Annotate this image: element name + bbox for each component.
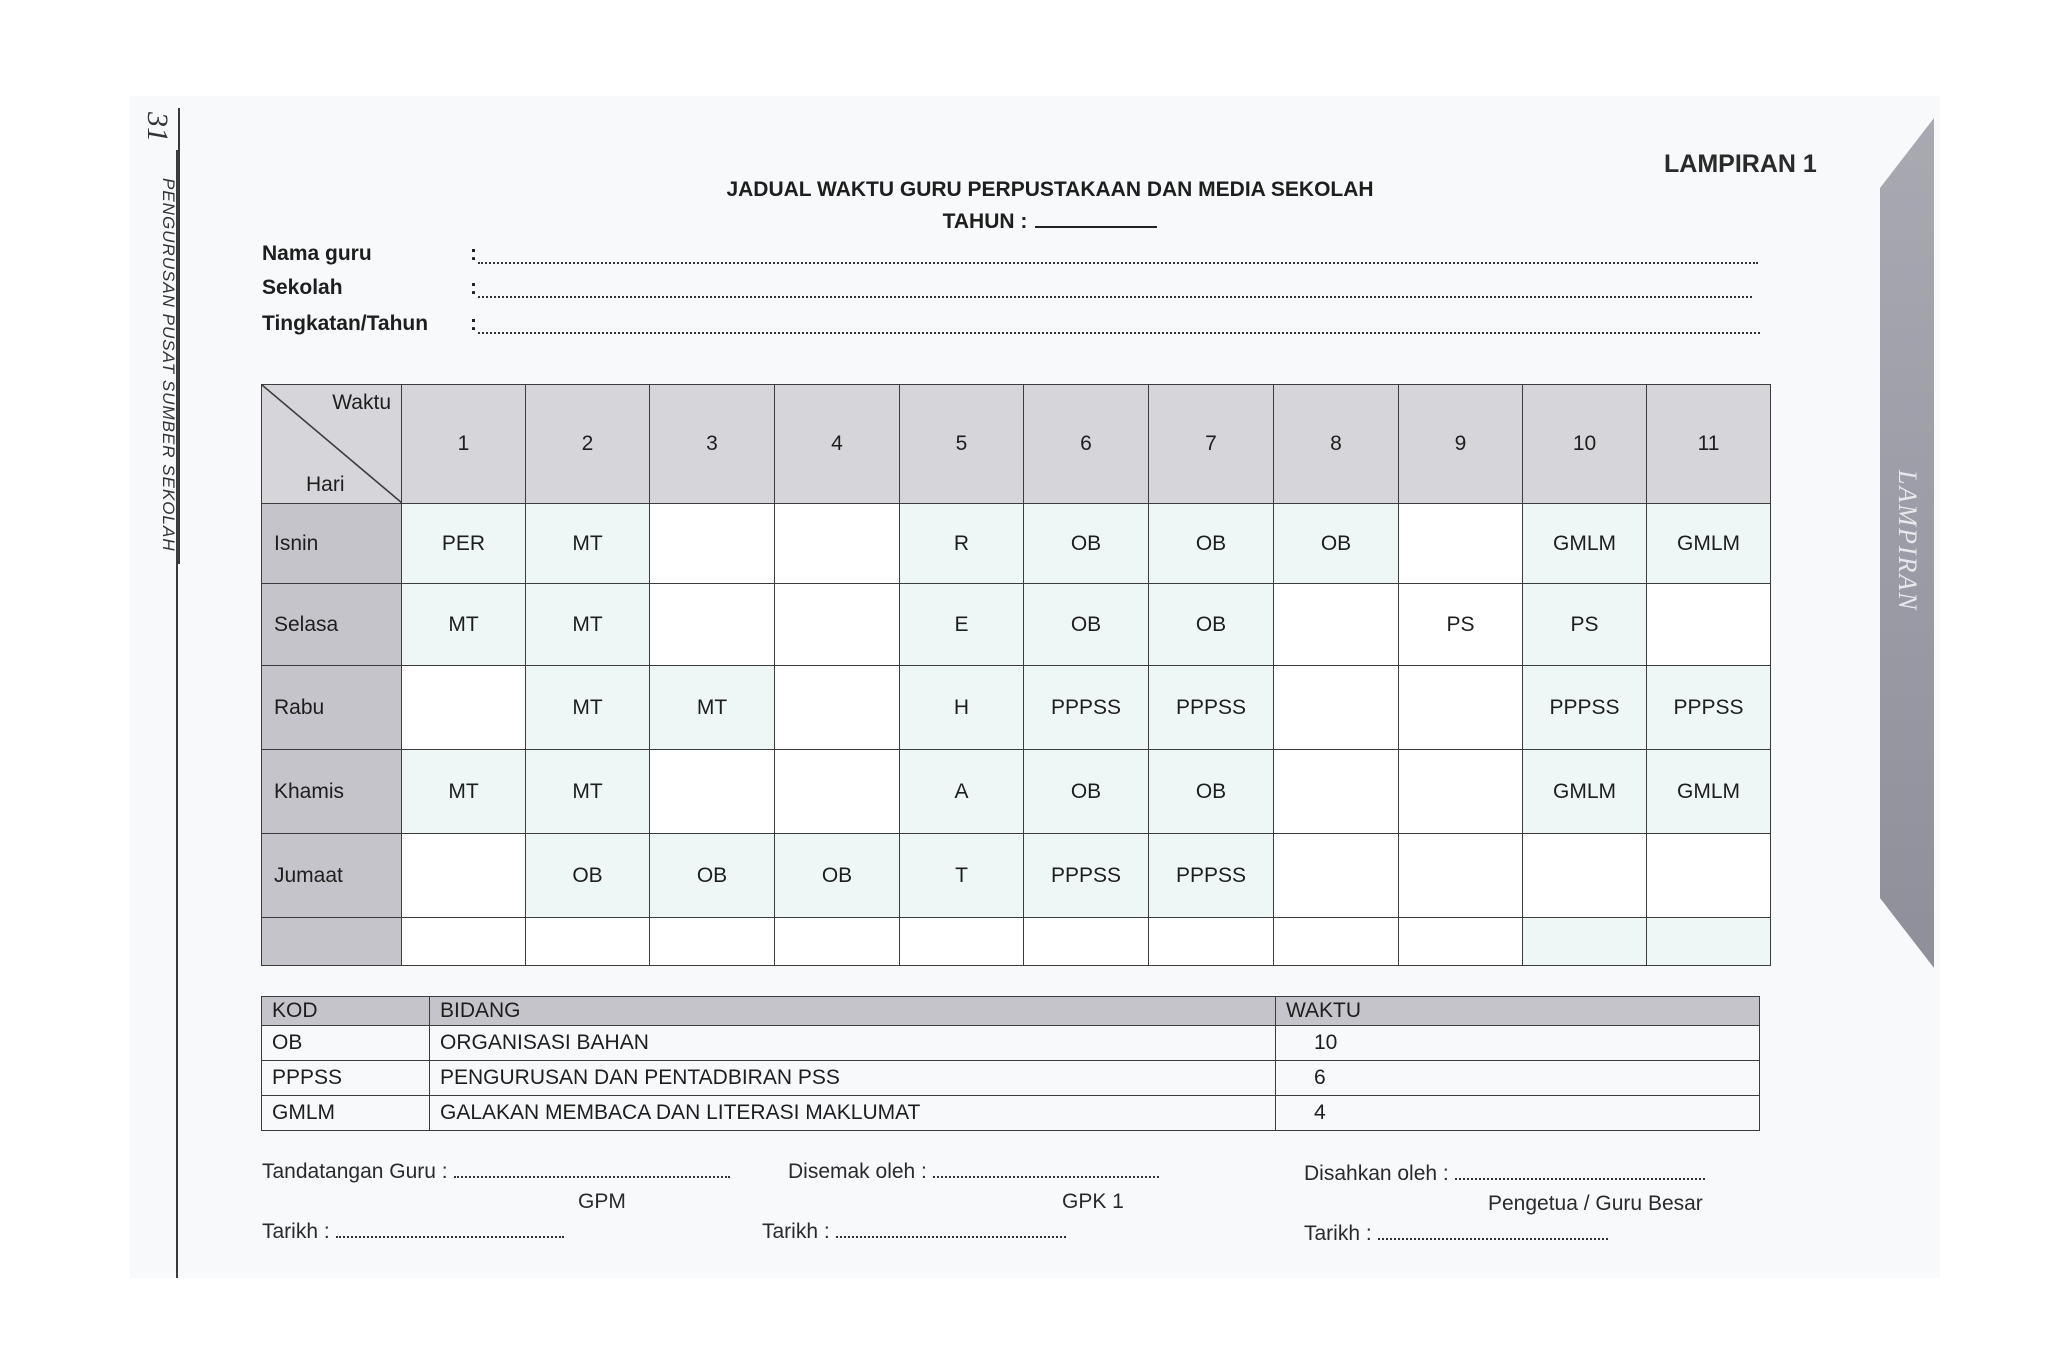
day-label: Selasa [262, 584, 402, 666]
timetable-cell: MT [402, 750, 526, 834]
timetable-cell [775, 504, 900, 584]
timetable-cell [1149, 918, 1274, 966]
timetable-row [262, 750, 1771, 834]
corner-waktu: Waktu [332, 391, 391, 414]
timetable-cell [1399, 918, 1523, 966]
timetable-cell: MT [526, 584, 650, 666]
timetable-row [262, 584, 1771, 666]
timetable-cell: MT [526, 666, 650, 750]
field-level [262, 312, 477, 336]
timetable-corner [262, 385, 402, 504]
code-waktu: 6 [1276, 1061, 1760, 1096]
document-title: JADUAL WAKTU GURU PERPUSTAKAAN DAN MEDIA SEKOLAH [726, 178, 1374, 201]
timetable-row [262, 918, 1771, 966]
field-label: Sekolah [262, 276, 343, 299]
sig-checked-date [762, 1220, 1066, 1244]
timetable-cell: PER [402, 504, 526, 584]
field-label: Tingkatan/Tahun [262, 312, 429, 335]
timetable-cell [1274, 666, 1399, 750]
code-table [261, 996, 1760, 1131]
timetable-cell: MT [526, 504, 650, 584]
timetable-cell [1523, 918, 1647, 966]
timetable-cell [1399, 504, 1523, 584]
timetable-cell [526, 918, 650, 966]
period-header: 1 [402, 385, 526, 504]
year-line [600, 208, 1500, 234]
field-sep: : [470, 242, 477, 265]
section-tab-label: LAMPIRAN [1893, 470, 1922, 612]
field-label: Nama guru [262, 242, 372, 265]
day-label [262, 918, 402, 966]
day-label: Isnin [262, 504, 402, 584]
sig-line [336, 1222, 564, 1238]
bottom-margin [130, 1278, 1940, 1346]
timetable-cell [1399, 750, 1523, 834]
code-row [262, 1061, 1760, 1096]
code-kod: OB [262, 1026, 430, 1061]
timetable-cell [650, 504, 775, 584]
timetable-cell [1274, 834, 1399, 918]
code-bidang: GALAKAN MEMBACA DAN LITERASI MAKLUMAT [430, 1096, 1276, 1131]
day-label: Jumaat [262, 834, 402, 918]
timetable-cell [650, 750, 775, 834]
sig-line [836, 1222, 1066, 1238]
timetable-cell [1274, 918, 1399, 966]
appendix-label: LAMPIRAN 1 [1664, 150, 1817, 178]
timetable-cell: OB [526, 834, 650, 918]
field-school [262, 276, 477, 300]
period-header: 2 [526, 385, 650, 504]
timetable-cell [1024, 918, 1149, 966]
field-sep: : [470, 276, 477, 299]
timetable-cell: GMLM [1523, 750, 1647, 834]
year-label: TAHUN : [942, 210, 1028, 233]
timetable-cell: OB [1024, 584, 1149, 666]
code-kod: GMLM [262, 1096, 430, 1131]
period-header: 10 [1523, 385, 1647, 504]
timetable-cell [775, 750, 900, 834]
timetable-cell: PS [1523, 584, 1647, 666]
timetable-cell: E [900, 584, 1024, 666]
date-label: Tarikh : [762, 1220, 830, 1243]
code-bidang: ORGANISASI BAHAN [430, 1026, 1276, 1061]
sig-teacher-label: Tandatangan Guru : [262, 1160, 448, 1183]
sig-line [933, 1162, 1159, 1178]
year-blank [1035, 208, 1157, 228]
timetable-cell: OB [1024, 750, 1149, 834]
timetable-cell: OB [775, 834, 900, 918]
timetable-cell [650, 918, 775, 966]
timetable-cell [1647, 584, 1771, 666]
date-label: Tarikh : [262, 1220, 330, 1243]
timetable-row [262, 504, 1771, 584]
timetable-cell [1647, 834, 1771, 918]
section-tab-cut-bottom [1880, 898, 1934, 968]
timetable-cell: GMLM [1523, 504, 1647, 584]
timetable-cell [1523, 834, 1647, 918]
timetable-cell [900, 918, 1024, 966]
timetable-cell: T [900, 834, 1024, 918]
sig-line [1455, 1164, 1705, 1180]
timetable-cell [775, 918, 900, 966]
timetable-cell [775, 584, 900, 666]
timetable-cell: OB [1149, 504, 1274, 584]
timetable-cell: GMLM [1647, 504, 1771, 584]
sig-teacher-date [262, 1220, 564, 1244]
period-header: 8 [1274, 385, 1399, 504]
code-kod: PPPSS [262, 1061, 430, 1096]
timetable-cell: A [900, 750, 1024, 834]
code-waktu: 10 [1276, 1026, 1760, 1061]
sig-checked [788, 1160, 1159, 1184]
timetable-cell [402, 834, 526, 918]
code-bidang: PENGURUSAN DAN PENTADBIRAN PSS [430, 1061, 1276, 1096]
sig-line [1378, 1224, 1608, 1240]
timetable-cell: OB [650, 834, 775, 918]
section-tab-cut-top [1880, 118, 1934, 188]
timetable-cell: PPPSS [1523, 666, 1647, 750]
timetable-cell: MT [402, 584, 526, 666]
date-label: Tarikh : [1304, 1222, 1372, 1245]
period-header: 3 [650, 385, 775, 504]
sig-approved-role: Pengetua / Guru Besar [1488, 1192, 1703, 1215]
timetable-cell: PPPSS [1647, 666, 1771, 750]
field-line [478, 248, 1758, 264]
timetable-cell: GMLM [1647, 750, 1771, 834]
timetable-cell: PS [1399, 584, 1523, 666]
field-teacher-name [262, 242, 477, 266]
timetable-cell [650, 584, 775, 666]
timetable-cell [1399, 666, 1523, 750]
day-label: Khamis [262, 750, 402, 834]
sig-teacher [262, 1160, 730, 1184]
timetable-row [262, 666, 1771, 750]
code-header-waktu: WAKTU [1276, 997, 1760, 1026]
page-number: 31 [141, 112, 174, 142]
timetable [261, 384, 1771, 966]
sig-approved [1304, 1162, 1705, 1186]
sig-teacher-role: GPM [578, 1190, 626, 1213]
timetable-cell: OB [1149, 584, 1274, 666]
period-header: 7 [1149, 385, 1274, 504]
field-sep: : [470, 312, 477, 335]
sig-line [454, 1162, 730, 1178]
timetable-cell: OB [1024, 504, 1149, 584]
timetable-cell: PPPSS [1024, 666, 1149, 750]
timetable-cell [775, 666, 900, 750]
code-header-row [262, 997, 1760, 1026]
sig-approved-date [1304, 1222, 1608, 1246]
timetable-cell: R [900, 504, 1024, 584]
spine-title: PENGURUSAN PUSAT SUMBER SEKOLAH [159, 178, 178, 552]
sig-approved-label: Disahkan oleh : [1304, 1162, 1449, 1185]
field-line [478, 282, 1752, 298]
timetable-cell [1274, 750, 1399, 834]
code-waktu: 4 [1276, 1096, 1760, 1131]
timetable-cell: PPPSS [1149, 834, 1274, 918]
period-header: 5 [900, 385, 1024, 504]
sig-checked-role: GPK 1 [1062, 1190, 1124, 1213]
timetable-cell: PPPSS [1024, 834, 1149, 918]
timetable-cell [1274, 584, 1399, 666]
period-header: 11 [1647, 385, 1771, 504]
timetable-cell: MT [526, 750, 650, 834]
code-row [262, 1096, 1760, 1131]
timetable-cell: H [900, 666, 1024, 750]
timetable-cell [1647, 918, 1771, 966]
timetable-row [262, 834, 1771, 918]
code-row [262, 1026, 1760, 1061]
field-line [478, 318, 1760, 334]
timetable-cell [402, 666, 526, 750]
timetable-cell: OB [1149, 750, 1274, 834]
timetable-cell: OB [1274, 504, 1399, 584]
timetable-cell [1399, 834, 1523, 918]
day-label: Rabu [262, 666, 402, 750]
code-header-bidang: BIDANG [430, 997, 1276, 1026]
timetable-cell: PPPSS [1149, 666, 1274, 750]
code-header-kod: KOD [262, 997, 430, 1026]
timetable-cell: MT [650, 666, 775, 750]
timetable-cell [402, 918, 526, 966]
period-header: 9 [1399, 385, 1523, 504]
corner-hari: Hari [306, 473, 345, 496]
sig-checked-label: Disemak oleh : [788, 1160, 927, 1183]
period-header: 6 [1024, 385, 1149, 504]
timetable-header-row [262, 385, 1771, 504]
period-header: 4 [775, 385, 900, 504]
